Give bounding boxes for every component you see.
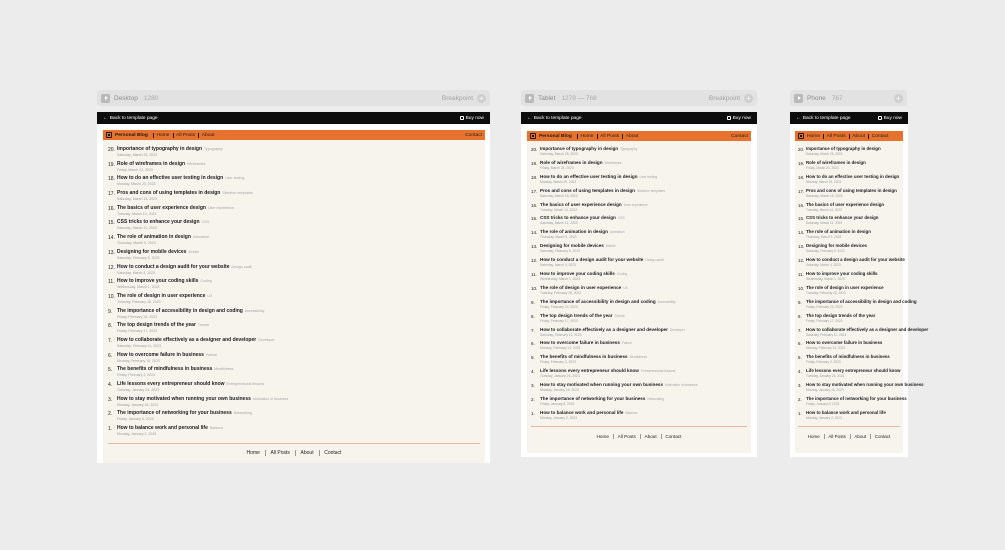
list-item[interactable]: 10. The role of design in user experience UX Tuesday, February 28, 2023 [108,292,213,304]
list-item[interactable]: 5. The benefits of mindfulness in business Mindfulness Friday, February 3, 2023 [108,366,234,378]
footer-home[interactable]: Home [596,433,610,439]
breakpoint-size: 1279 — 768 [561,94,597,102]
footer-home[interactable]: Home [246,450,260,457]
list-item[interactable]: 20. Importance of typography in design Typography Saturday, March 25, 2023 [531,146,638,156]
play-icon[interactable] [794,94,803,103]
breakpoint-label: Breakpoint [441,94,473,102]
template-topbar [790,112,908,124]
logo-icon[interactable] [106,132,112,138]
breakpoint-name: Tablet [538,94,556,102]
list-item[interactable]: 17. Pros and cons of using templates in design Saturday, March 18, 2023 [798,187,897,198]
list-item[interactable]: 6. How to overcome failure in business Failure Monday, February 13, 2023 [531,340,632,351]
list-item[interactable]: 3. How to stay motivated when running your own business Motivation in business Monday, January 16, 2023 [531,382,698,393]
template-topbar [521,112,757,124]
desktop-breakpoint-header [97,90,490,106]
list-item[interactable]: 16. The basics of user experience design Tuesday, March 14, 2023 [798,201,885,212]
nav-contact[interactable]: Contact [465,132,482,138]
list-item[interactable]: 15. CSS tricks to enhance your design Saturday, March 11, 2023 [798,215,879,226]
list-item[interactable]: 12. How to conduct a design audit for your website Design audit Saturday, March 4, 2023 [531,257,664,268]
footer-about[interactable]: About [644,433,657,439]
list-item[interactable]: 4. Life lessons every entrepreneur should know Tuesday, January 24, 2023 [798,368,901,379]
brand-link[interactable]: Personal Blog [539,133,572,139]
list-item[interactable]: 18. How to do an effective user testing in design User testing Monday, March 20, 2023 [108,175,245,187]
site-footer [103,450,485,456]
post-list [531,146,747,424]
nav-contact[interactable]: Contact [871,133,889,139]
site-footer [527,434,751,439]
template-topbar [97,112,490,124]
list-item[interactable]: 2. The importance of networking for your business Networking Friday, January 6, 2023 [108,410,252,422]
breakpoint-label: Breakpoint [708,94,740,102]
footer-contact[interactable]: Contact [324,450,342,457]
arrow-left-icon: ← [796,115,801,121]
list-item[interactable]: 1. How to balance work and personal life Monday, January 2, 2023 [798,409,886,420]
list-item[interactable]: 15. CSS tricks to enhance your design CSS Saturday, March 11, 2023 [531,215,625,226]
nav-all-posts[interactable]: All Posts [826,133,846,139]
list-item[interactable]: 14. The role of animation in design Thursday, March 9, 2023 [798,229,871,240]
footer-contact[interactable]: Contact [874,433,891,439]
list-item[interactable]: 19. Role of wireframes in design Wireframes Friday, March 24, 2023 [108,160,206,172]
list-item[interactable]: 9. The importance of accessibility in design and coding Accessibility Friday, February 24, 2023 [108,307,265,319]
buy-now-button[interactable]: Buy now [727,116,751,121]
list-item[interactable]: 11. How to improve your coding skills Wednesday, March 1, 2023 [798,271,878,282]
list-item[interactable]: 2. The importance of networking for your business Friday, January 6, 2023 [798,396,907,407]
list-item[interactable]: 6. How to overcome failure in business Monday, February 13, 2023 [798,340,883,351]
list-item[interactable]: 9. The importance of accessibility in design and coding Accessibility Friday, February 24, 2023 [531,298,676,309]
list-item[interactable]: 12. How to conduct a design audit for your website Design audit Saturday, March 4, 2023 [108,263,252,275]
add-breakpoint-icon[interactable]: + [894,94,903,103]
site-navbar [795,131,903,141]
logo-icon[interactable] [798,133,804,139]
back-to-template-link[interactable]: ← Back to template page [103,115,158,121]
footer-all-posts[interactable]: All Posts [270,450,290,457]
list-item[interactable]: 2. The importance of networking for your business Networking Friday, January 6, 2023 [531,396,664,407]
brand-link[interactable]: Personal Blog [115,132,148,138]
list-item[interactable]: 11. How to improve your coding skills Coding Wednesday, March 1, 2023 [531,271,628,282]
list-item[interactable]: 1. How to balance work and personal life Balance Monday, January 2, 2023 [531,409,638,420]
arrow-left-icon: ← [103,115,108,121]
list-item[interactable]: 18. How to do an effective user testing in design User testing Monday, March 20, 2023 [531,173,658,184]
cart-icon [460,116,464,120]
footer-divider [531,426,747,427]
footer-all-posts[interactable]: All Posts [828,433,846,439]
breakpoint-name: Desktop [114,94,138,102]
list-item[interactable]: 12. How to conduct a design audit for your website Saturday, March 4, 2023 [798,257,905,268]
list-item[interactable]: 14. The role of animation in design Animation Thursday, March 9, 2023 [531,229,625,240]
list-item[interactable]: 19. Role of wireframes in design Wireframes Friday, March 24, 2023 [531,159,622,170]
list-item[interactable]: 9. The importance of accessibility in design and coding Friday, February 24, 2023 [798,298,917,309]
list-item[interactable]: 20. Importance of typography in design Typography Saturday, March 25, 2023 [108,146,223,157]
footer-about[interactable]: About [854,433,867,439]
cart-icon [727,116,731,120]
list-item[interactable]: 14. The role of animation in design Animation Thursday, March 9, 2023 [108,234,209,246]
list-item[interactable]: 13. Designing for mobile devices Mobile Saturday, February 5, 2023 [531,243,616,254]
list-item[interactable]: 10. The role of design in user experience UX Tuesday, February 28, 2023 [531,284,628,295]
list-item[interactable]: 10. The role of design in user experience Tuesday, February 28, 2023 [798,284,884,295]
list-item[interactable]: 13. Designing for mobile devices Mobile Saturday, February 5, 2023 [108,248,200,260]
breakpoint-size: 767 [831,94,843,102]
list-item[interactable]: 8. The top design trends of the year Trends Friday, February 17, 2023 [108,322,209,334]
list-item[interactable]: 7. How to collaborate effectively as a designer and developer Saturday, February 11, 2023 [798,326,929,337]
post-list [108,146,480,440]
footer-divider [798,426,900,427]
list-item[interactable]: 1. How to balance work and personal life Balance Monday, January 2, 2023 [108,425,223,437]
phone-breakpoint-header [790,90,907,106]
list-item[interactable]: 5. The benefits of mindfulness in business Mindfulness Friday, February 3, 2023 [531,354,648,365]
list-item[interactable]: 11. How to improve your coding skills Coding Wednesday, March 1, 2023 [108,278,212,290]
list-item[interactable]: 7. How to collaborate effectively as a designer and developer Developer Saturday, February 11, 2023 [108,336,275,348]
list-item[interactable]: 13. Designing for mobile devices Saturday, February 5, 2023 [798,243,867,254]
list-item[interactable]: 18. How to do an effective user testing in design Monday, March 20, 2023 [798,173,900,184]
nav-about[interactable]: About [201,132,215,138]
cart-icon [878,116,882,120]
nav-all-posts[interactable]: All Posts [176,132,196,138]
nav-about[interactable]: About [625,133,639,139]
site-navbar [527,131,751,141]
nav-about[interactable]: About [852,133,866,139]
list-item[interactable]: 7. How to collaborate effectively as a designer and developer Developer Saturday, February 11, 2023 [531,326,685,337]
site-footer [795,434,903,439]
play-icon[interactable] [101,94,110,103]
footer-all-posts[interactable]: All Posts [617,433,636,439]
nav-home[interactable]: Home [580,133,594,139]
list-item[interactable]: 4. Life lessons every entrepreneur should know Entrepreneurial lessons Tuesday, January 24, 2023 [531,368,676,379]
logo-icon[interactable] [530,133,536,139]
footer-divider [108,443,480,444]
footer-home[interactable]: Home [807,433,820,439]
add-breakpoint-icon[interactable]: + [477,94,486,103]
list-item[interactable]: 8. The top design trends of the year Trends Friday, February 17, 2023 [531,312,625,323]
arrow-left-icon: ← [527,115,532,121]
phone-site [795,131,929,453]
list-item[interactable]: 3. How to stay motivated when running your own business Monday, January 16, 2023 [798,382,924,393]
site-navbar [103,130,485,140]
list-item[interactable]: 3. How to stay motivated when running your own business Motivation in business Monday, January 16, 2023 [108,395,289,407]
list-item[interactable]: 6. How to overcome failure in business Failure Monday, February 13, 2023 [108,351,217,363]
list-item[interactable]: 5. The benefits of mindfulness in business Friday, February 3, 2023 [798,354,890,365]
buy-now-button[interactable]: Buy now [878,116,902,121]
buy-now-button[interactable]: Buy now [460,116,484,121]
post-list [798,146,929,424]
tablet-breakpoint-header [521,90,757,106]
tablet-site [527,131,751,453]
nav-contact[interactable]: Contact [731,133,748,139]
nav-home[interactable]: Home [156,132,170,138]
desktop-site [103,130,485,463]
footer-about[interactable]: About [300,450,314,457]
list-item[interactable]: 4. Life lessons every entrepreneur should know Entrepreneurial lessons Tuesday, January 24, 2023 [108,381,265,392]
footer-contact[interactable]: Contact [665,433,682,439]
breakpoint-size: 1280 [143,94,159,102]
list-item[interactable]: 8. The top design trends of the year Friday, February 17, 2023 [798,312,876,323]
play-icon[interactable] [525,94,534,103]
nav-all-posts[interactable]: All Posts [600,133,620,139]
list-item[interactable]: 17. Pros and cons of using templates in design Skeleton templates Saturday, March 18, 2023 [531,187,665,198]
list-item[interactable]: 15. CSS tricks to enhance your design CSS Saturday, March 11, 2023 [108,219,209,231]
nav-home[interactable]: Home [807,133,821,139]
list-item[interactable]: 16. The basics of user experience design User experience Tuesday, March 14, 2023 [108,204,235,216]
breakpoint-name: Phone [807,94,826,102]
list-item[interactable]: 20. Importance of typography in design Saturday, March 25, 2023 [798,146,881,156]
list-item[interactable]: 17. Pros and cons of using templates in design Skeleton templates Saturday, March 18, 2023 [108,190,253,202]
back-to-template-link[interactable]: ← Back to template page [527,115,582,121]
add-breakpoint-icon[interactable]: + [744,94,753,103]
back-to-template-link[interactable]: ← Back to template page [796,115,851,121]
list-item[interactable]: 19. Role of wireframes in design Friday, March 24, 2023 [798,159,866,170]
list-item[interactable]: 16. The basics of user experience design User experience Tuesday, March 14, 2023 [531,201,648,212]
